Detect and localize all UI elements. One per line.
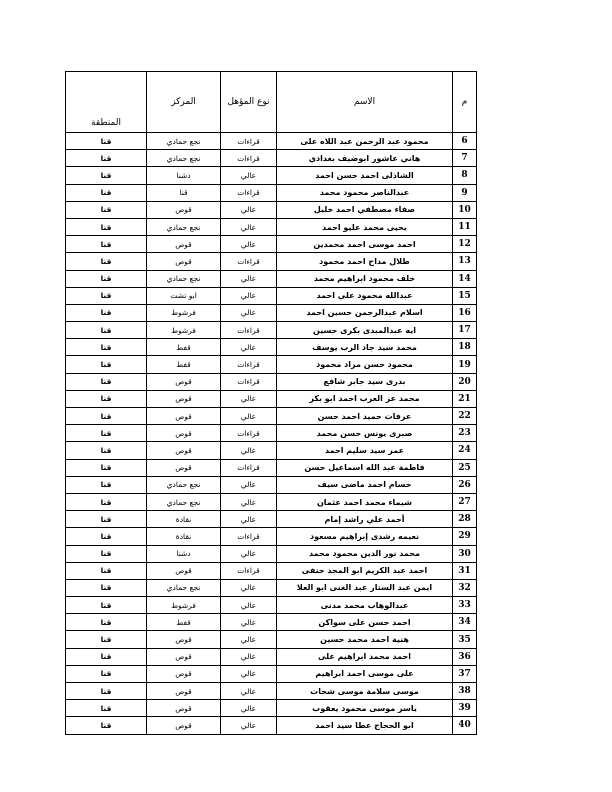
region-name: قنا xyxy=(66,150,147,167)
row-number: 6 xyxy=(453,133,477,150)
region-name: قنا xyxy=(66,511,147,528)
table-row xyxy=(66,700,477,717)
table-row xyxy=(66,322,477,339)
qualification-type: قراءات xyxy=(221,356,277,373)
region-name: قنا xyxy=(66,167,147,184)
row-number: 10 xyxy=(453,201,477,218)
table-row xyxy=(66,665,477,682)
person-name: هنية احمد محمد حسين xyxy=(277,631,453,648)
header-qualification xyxy=(221,72,277,133)
person-name: محمد نور الدين محمود محمد xyxy=(277,545,453,562)
row-number: 19 xyxy=(453,356,477,373)
qualification-type: عالي xyxy=(221,167,277,184)
table-row xyxy=(66,597,477,614)
region-name: قنا xyxy=(66,562,147,579)
row-number: 25 xyxy=(453,459,477,476)
center-name: قوص xyxy=(147,665,221,682)
qualification-type: عالي xyxy=(221,339,277,356)
region-name: قنا xyxy=(66,270,147,287)
person-name: طلال مداح احمد محمود xyxy=(277,253,453,270)
center-name: نجع حمادي xyxy=(147,579,221,596)
table-body xyxy=(66,133,477,735)
qualification-type: قراءات xyxy=(221,150,277,167)
person-name: يحيى محمد عليو احمد xyxy=(277,218,453,235)
qualification-type: عالي xyxy=(221,579,277,596)
center-name: قوص xyxy=(147,373,221,390)
center-name: قوص xyxy=(147,459,221,476)
region-name: قنا xyxy=(66,476,147,493)
row-number: 24 xyxy=(453,442,477,459)
row-number: 33 xyxy=(453,597,477,614)
region-name: قنا xyxy=(66,287,147,304)
row-number: 34 xyxy=(453,614,477,631)
center-name: فرشوط xyxy=(147,597,221,614)
qualification-type: عالي xyxy=(221,270,277,287)
row-number: 18 xyxy=(453,339,477,356)
qualification-type: عالي xyxy=(221,614,277,631)
table-row xyxy=(66,236,477,253)
qualification-type: عالي xyxy=(221,287,277,304)
region-name: قنا xyxy=(66,579,147,596)
table-row xyxy=(66,631,477,648)
table-row xyxy=(66,150,477,167)
table-row xyxy=(66,562,477,579)
person-name: نعيمه رشدى إبراهيم مسعود xyxy=(277,528,453,545)
person-name: محمود حسن مراد محمود xyxy=(277,356,453,373)
header-num: م xyxy=(453,72,477,133)
region-name: قنا xyxy=(66,322,147,339)
region-name: قنا xyxy=(66,408,147,425)
center-name: قوص xyxy=(147,700,221,717)
region-name: قنا xyxy=(66,442,147,459)
qualification-type: عالي xyxy=(221,218,277,235)
table-row xyxy=(66,356,477,373)
person-name: عبدالله محمود علي احمد xyxy=(277,287,453,304)
qualification-type: قراءات xyxy=(221,562,277,579)
center-name: نجع حمادي xyxy=(147,218,221,235)
qualification-type: عالي xyxy=(221,201,277,218)
row-number: 30 xyxy=(453,545,477,562)
region-name: قنا xyxy=(66,717,147,734)
center-name: قنا xyxy=(147,184,221,201)
row-number: 40 xyxy=(453,717,477,734)
qualification-type: عالي xyxy=(221,304,277,321)
qualification-type: قراءات xyxy=(221,373,277,390)
region-name: قنا xyxy=(66,597,147,614)
header-row xyxy=(66,72,477,133)
table-row xyxy=(66,167,477,184)
table-row xyxy=(66,579,477,596)
person-name: أحمد علي راشد إمام xyxy=(277,511,453,528)
table-row xyxy=(66,270,477,287)
person-name: شيماء محمد احمد عثمان xyxy=(277,493,453,510)
qualification-type: عالي xyxy=(221,648,277,665)
center-name: قوص xyxy=(147,253,221,270)
header-qualification-label: نوع المؤهل xyxy=(227,97,270,107)
qualification-type: عالي xyxy=(221,545,277,562)
center-name: قوص xyxy=(147,425,221,442)
center-name: فرشوط xyxy=(147,322,221,339)
table-row xyxy=(66,304,477,321)
person-name: احمد عبد الكريم ابو المجد حنفى xyxy=(277,562,453,579)
row-number: 32 xyxy=(453,579,477,596)
row-number: 31 xyxy=(453,562,477,579)
center-name: قفط xyxy=(147,614,221,631)
person-name: احمد حسن على سواكن xyxy=(277,614,453,631)
table-row xyxy=(66,287,477,304)
qualification-type: قراءات xyxy=(221,184,277,201)
qualification-type: عالي xyxy=(221,683,277,700)
person-name: خلف محمود ابراهيم محمد xyxy=(277,270,453,287)
row-number: 7 xyxy=(453,150,477,167)
table-row xyxy=(66,373,477,390)
row-number: 35 xyxy=(453,631,477,648)
header-name: الاسم xyxy=(277,72,453,133)
row-number: 12 xyxy=(453,236,477,253)
qualification-type: عالي xyxy=(221,631,277,648)
center-name: نجع حمادي xyxy=(147,493,221,510)
center-name: قوص xyxy=(147,408,221,425)
center-name: قوص xyxy=(147,390,221,407)
person-name: عرفات حميد احمد حسن xyxy=(277,408,453,425)
table-row xyxy=(66,683,477,700)
qualification-type: قراءات xyxy=(221,459,277,476)
table-row xyxy=(66,184,477,201)
region-name: قنا xyxy=(66,236,147,253)
center-name: قوص xyxy=(147,683,221,700)
person-name: صبرى يونس حسن محمد xyxy=(277,425,453,442)
region-name: قنا xyxy=(66,493,147,510)
qualification-type: عالي xyxy=(221,597,277,614)
center-name: قوص xyxy=(147,442,221,459)
center-name: نجع حمادي xyxy=(147,270,221,287)
qualification-type: عالي xyxy=(221,442,277,459)
person-name: عبدالوهاب محمد مدنى xyxy=(277,597,453,614)
row-number: 27 xyxy=(453,493,477,510)
person-name: على موسى احمد ابراهيم xyxy=(277,665,453,682)
region-name: قنا xyxy=(66,184,147,201)
table-row xyxy=(66,493,477,510)
region-name: قنا xyxy=(66,528,147,545)
table-row xyxy=(66,476,477,493)
center-name: نجع حمادي xyxy=(147,133,221,150)
region-name: قنا xyxy=(66,648,147,665)
region-name: قنا xyxy=(66,201,147,218)
row-number: 39 xyxy=(453,700,477,717)
region-name: قنا xyxy=(66,631,147,648)
table-row xyxy=(66,339,477,356)
center-name: فرشوط xyxy=(147,304,221,321)
person-name: فاطمة عبد الله اسماعيل حسن xyxy=(277,459,453,476)
qualification-type: قراءات xyxy=(221,322,277,339)
region-name: قنا xyxy=(66,665,147,682)
table-row xyxy=(66,442,477,459)
row-number: 28 xyxy=(453,511,477,528)
region-name: قنا xyxy=(66,614,147,631)
person-name: محمد سيد جاد الرب يوسف xyxy=(277,339,453,356)
region-name: قنا xyxy=(66,339,147,356)
row-number: 26 xyxy=(453,476,477,493)
center-name: ابو تشت xyxy=(147,287,221,304)
qualification-type: عالي xyxy=(221,390,277,407)
qualification-type: قراءات xyxy=(221,425,277,442)
person-name: الشاذلى احمد حسن احمد xyxy=(277,167,453,184)
center-name: نقادة xyxy=(147,528,221,545)
row-number: 20 xyxy=(453,373,477,390)
person-name: ياسر موسى محمود يعقوب xyxy=(277,700,453,717)
row-number: 38 xyxy=(453,683,477,700)
center-name: قوص xyxy=(147,631,221,648)
table-row xyxy=(66,425,477,442)
region-name: قنا xyxy=(66,356,147,373)
center-name: نجع حمادي xyxy=(147,476,221,493)
table-row xyxy=(66,218,477,235)
person-name: عمر سيد سليم احمد xyxy=(277,442,453,459)
center-name: قفط xyxy=(147,339,221,356)
row-number: 13 xyxy=(453,253,477,270)
row-number: 8 xyxy=(453,167,477,184)
qualification-type: عالي xyxy=(221,493,277,510)
roster-table xyxy=(65,71,477,735)
qualification-type: قراءات xyxy=(221,253,277,270)
qualification-type: قراءات xyxy=(221,133,277,150)
center-name: قوص xyxy=(147,236,221,253)
center-name: دشنا xyxy=(147,167,221,184)
table-row xyxy=(66,528,477,545)
region-name: قنا xyxy=(66,545,147,562)
row-number: 11 xyxy=(453,218,477,235)
table-row xyxy=(66,459,477,476)
qualification-type: عالي xyxy=(221,236,277,253)
person-name: اسلام عبدالرحمن حسين احمد xyxy=(277,304,453,321)
table-row xyxy=(66,390,477,407)
table-row xyxy=(66,614,477,631)
row-number: 29 xyxy=(453,528,477,545)
row-number: 37 xyxy=(453,665,477,682)
region-name: قنا xyxy=(66,253,147,270)
region-name: قنا xyxy=(66,459,147,476)
row-number: 21 xyxy=(453,390,477,407)
table-row xyxy=(66,201,477,218)
person-name: ايه عبدالمبدى بكرى حسين xyxy=(277,322,453,339)
row-number: 23 xyxy=(453,425,477,442)
person-name: هاني عاشور ابوضيف بغدادي xyxy=(277,150,453,167)
row-number: 16 xyxy=(453,304,477,321)
qualification-type: عالي xyxy=(221,700,277,717)
person-name: حسام احمد ماضى سيف xyxy=(277,476,453,493)
person-name: ابو الحجاج عطا سيد احمد xyxy=(277,717,453,734)
center-name: قوص xyxy=(147,562,221,579)
region-name: قنا xyxy=(66,700,147,717)
header-region: المنطقة xyxy=(66,72,147,133)
table-row xyxy=(66,511,477,528)
person-name: احمد محمد ابراهيم على xyxy=(277,648,453,665)
qualification-type: عالي xyxy=(221,476,277,493)
row-number: 36 xyxy=(453,648,477,665)
person-name: ايمن عبد الستار عبد الغنى ابو العلا xyxy=(277,579,453,596)
header-center: المركز xyxy=(147,72,221,133)
row-number: 17 xyxy=(453,322,477,339)
center-name: دشنا xyxy=(147,545,221,562)
region-name: قنا xyxy=(66,683,147,700)
qualification-type: عالي xyxy=(221,717,277,734)
person-name: محمد عز العرب احمد ابو بكر xyxy=(277,390,453,407)
qualification-type: عالي xyxy=(221,408,277,425)
person-name: عبدالناصر محمود محمد xyxy=(277,184,453,201)
table-row xyxy=(66,133,477,150)
person-name: بدرى سيد جابر شافع xyxy=(277,373,453,390)
qualification-type: عالي xyxy=(221,665,277,682)
qualification-type: عالي xyxy=(221,511,277,528)
region-name: قنا xyxy=(66,373,147,390)
center-name: قوص xyxy=(147,201,221,218)
center-name: قوص xyxy=(147,717,221,734)
center-name: نجع حمادي xyxy=(147,150,221,167)
table-row xyxy=(66,408,477,425)
person-name: محمود عبد الرحمن عبد اللاه على xyxy=(277,133,453,150)
row-number: 15 xyxy=(453,287,477,304)
region-name: قنا xyxy=(66,304,147,321)
center-name: قوص xyxy=(147,648,221,665)
row-number: 14 xyxy=(453,270,477,287)
region-name: قنا xyxy=(66,390,147,407)
person-name: موسى سلامة موسى شحات xyxy=(277,683,453,700)
region-name: قنا xyxy=(66,133,147,150)
table-row xyxy=(66,648,477,665)
table-row xyxy=(66,717,477,734)
region-name: قنا xyxy=(66,425,147,442)
row-number: 22 xyxy=(453,408,477,425)
table-row xyxy=(66,545,477,562)
table-row xyxy=(66,253,477,270)
person-name: صفاء مصطفي احمد خليل xyxy=(277,201,453,218)
qualification-type: قراءات xyxy=(221,528,277,545)
row-number: 9 xyxy=(453,184,477,201)
center-name: نقادة xyxy=(147,511,221,528)
center-name: قفط xyxy=(147,356,221,373)
person-name: احمد موسى احمد محمدين xyxy=(277,236,453,253)
region-name: قنا xyxy=(66,218,147,235)
